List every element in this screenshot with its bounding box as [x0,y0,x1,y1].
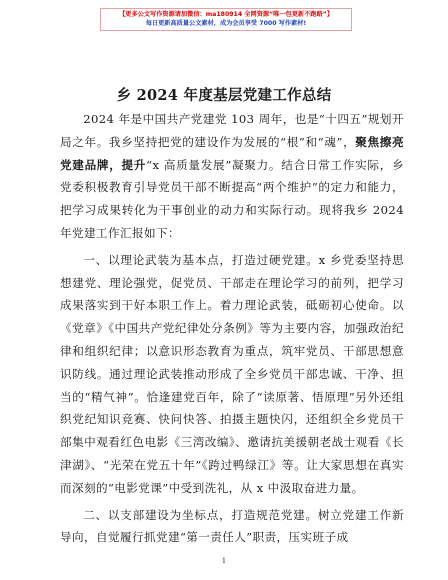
paragraph-section-1: 一、以理论武装为基本点，打造过硬党建。x 乡党委坚持思想建党、理论强党，促党员、干部走在理论学习的前列，把学习成果落实到干好本职工作上。着力理论武装，砥砺初心使命。以《党章》《中国共产党纪律处分条例》等为主要内容，加强政治纪律和组织纪律；以意识形态教育为重点，筑牢党员、干部思想意识防线。通过理论武装推动形成了全乡党员干部忠诚、干净、担当的“精气神”。恰逢建党百年，除了“读原著、悟原理”另外还组织党纪知识竞赛、快问快答、拍摄主题快闪，还组织全乡党员干部集中观看红色电影《三湾改编》、邀请抗美援朝老战士观看《长津湖》、“光荣在党五十年”《跨过鸭绿江》等。让大家思想在真实而深刻的“电影党课”中受到洗礼，从 x 中汲取奋进力量。 [60,252,404,495]
paragraph-intro [60,108,404,245]
intro-text-start: 2024 年是中国共产党建党 103 周年，也是“十四五”规划开局之年。我乡坚持把党的建设作为发展的“根”和“魂”， [60,112,404,149]
promo-banner-line2: 每日更新高质量公文素材，成为会员享受 7000 写作素材! [145,20,307,27]
document-title: 乡 2024 年度基层党建工作总结 [116,87,332,104]
intro-bold-text: 聚焦擦亮党建品牌，提升 [60,134,404,172]
paragraph-section-2: 二、以支部建设为坐标点，打造规范党建。树立党建工作新导向，自觉履行抓党建“第一责任人”职责，压实班子成 [60,507,404,545]
page-number: 1 [221,557,227,565]
promo-banner-line1: 【更多公文写作资源请加微信：ma180914 全网资源“唯一包更新不跑路”】 [119,11,333,18]
promo-banner [100,8,352,31]
document-body [60,108,404,553]
intro-text-end: “x 高质量发展”凝聚力。结合日常工作实际，乡党委积极教育引导党员干部不断提高“两个维护”的定力和能力，把学习成果转化为干事创业的动力和实际行动。现将我乡 2024 年党建工作汇报如下： [60,157,404,240]
